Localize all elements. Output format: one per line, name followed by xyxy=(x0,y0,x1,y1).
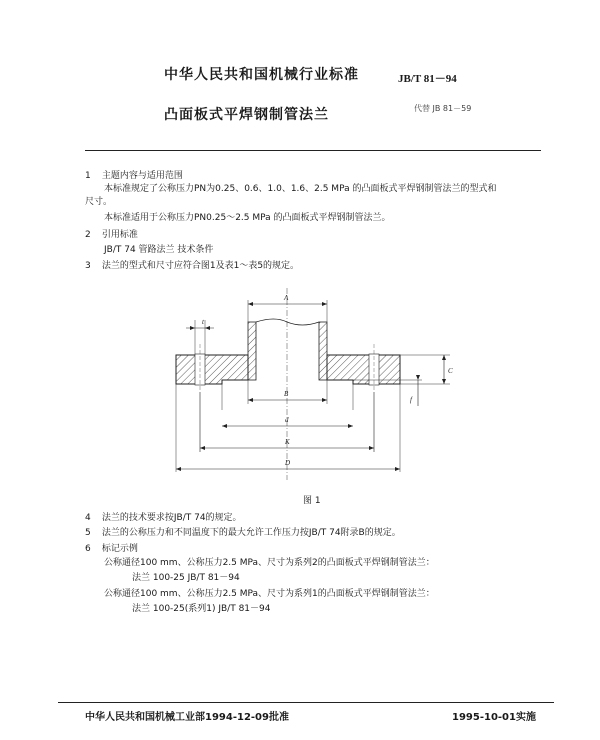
section-text: 法兰的型式和尺寸应符合图1及表1～表5的规定。 xyxy=(101,261,300,271)
label-A: A xyxy=(284,294,289,302)
label-D: D xyxy=(285,459,291,467)
section-2-heading xyxy=(85,229,138,241)
section-number: 3 xyxy=(85,261,91,271)
flange-section-left xyxy=(176,355,248,384)
label-f: f xyxy=(410,396,412,404)
section-number: 5 xyxy=(85,528,91,538)
marking-example-1-mark: 法兰 100-25 JB/T 81－94 xyxy=(132,573,240,583)
marking-example-2-mark: 法兰 100-25(系列1) JB/T 81－94 xyxy=(132,604,271,614)
section-2-reference: JB/T 74 管路法兰 技术条件 xyxy=(104,245,214,255)
section-3 xyxy=(85,260,299,272)
flange-drawing xyxy=(150,280,470,490)
marking-example-2-desc: 公称通径100 mm、公称压力2.5 MPa、尺寸为系列1的凸面板式平焊钢制管法兰： xyxy=(104,589,435,599)
section-number: 1 xyxy=(85,171,91,181)
label-d: d xyxy=(285,416,289,424)
section-text: 法兰的技术要求按JB/T 74的规定。 xyxy=(101,513,242,523)
section-heading-text: 标记示例 xyxy=(101,544,138,554)
section-1-heading xyxy=(85,170,183,182)
figure-caption: 图 1 xyxy=(303,496,321,506)
label-B: B xyxy=(284,390,289,398)
section-6-heading xyxy=(85,543,138,555)
pipe-wall-right xyxy=(319,322,327,380)
marking-example-1-desc: 公称通径100 mm、公称压力2.5 MPa、尺寸为系列2的凸面板式平焊钢制管法兰： xyxy=(104,558,435,568)
effective-date: 1995-10-01实施 xyxy=(452,712,536,723)
label-K: K xyxy=(285,438,290,446)
header-divider xyxy=(85,150,541,151)
section-number: 4 xyxy=(85,513,91,523)
approval-line: 中华人民共和国机械工业部1994-12-09批准 xyxy=(85,712,289,723)
section-heading-text: 引用标准 xyxy=(101,230,138,240)
label-t: t xyxy=(202,318,204,326)
standard-code: JB/T 81－94 xyxy=(398,73,457,85)
section-text: 法兰的公称压力和不同温度下的最大允许工作压力按JB/T 74附录B的规定。 xyxy=(101,528,401,538)
section-heading-text: 主题内容与适用范围 xyxy=(101,171,183,181)
section-1-para1-line1: 本标准规定了公称压力PN为0.25、0.6、1.0、1.6、2.5 MPa 的凸面板式平焊钢制管法兰的型式和 xyxy=(104,184,497,194)
document-title: 凸面板式平焊钢制管法兰 xyxy=(164,107,329,123)
section-1-para1-line2: 尺寸。 xyxy=(85,197,113,207)
replaces-standard: 代替 JB 81－59 xyxy=(414,104,472,113)
section-5 xyxy=(85,527,401,539)
section-number: 6 xyxy=(85,544,91,554)
pipe-wall-left xyxy=(248,322,256,380)
issuing-body-line: 中华人民共和国机械行业标准 xyxy=(164,67,359,83)
section-number: 2 xyxy=(85,230,91,240)
pipe-break-line xyxy=(256,319,319,325)
label-C: C xyxy=(448,367,453,375)
flange-section-right xyxy=(327,355,400,384)
footer-divider xyxy=(58,702,554,703)
section-4 xyxy=(85,512,242,524)
section-1-para2: 本标准适用于公称压力PN0.25～2.5 MPa 的凸面板式平焊钢制管法兰。 xyxy=(104,213,391,223)
